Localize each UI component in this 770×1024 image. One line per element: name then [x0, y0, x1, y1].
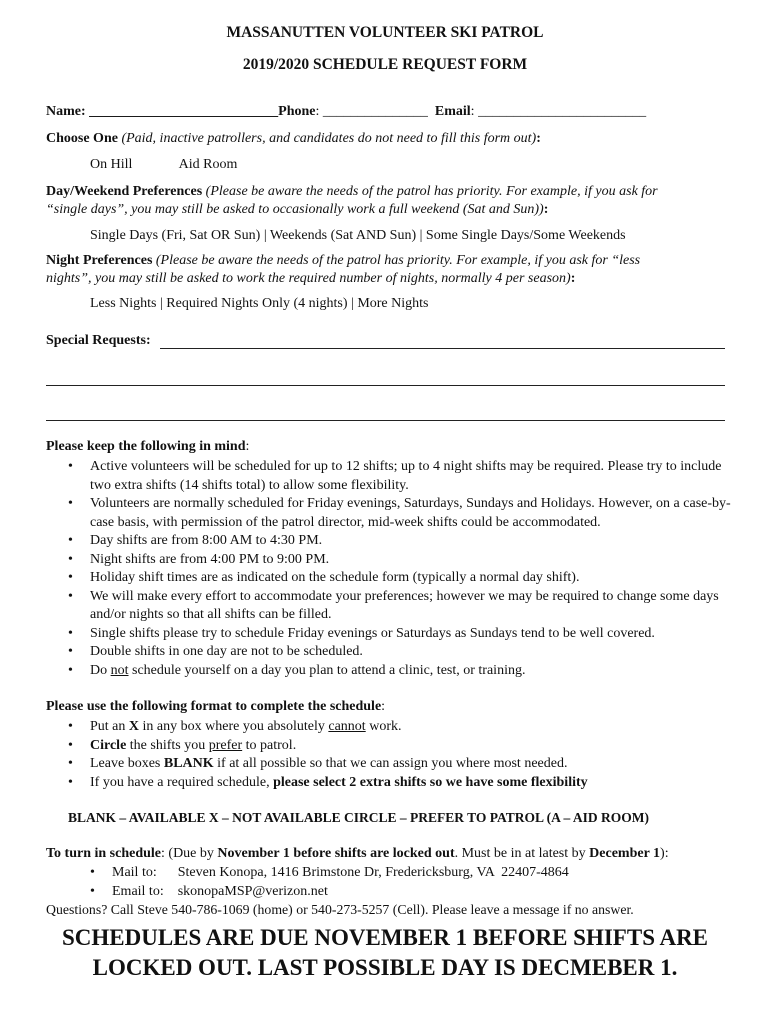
- special-requests-line-2[interactable]: [46, 385, 725, 386]
- choose-one-note: (Paid, inactive patrollers, and candidates do not need to fill this form out): [121, 131, 537, 146]
- day-weekend-note-1: (Please be aware the needs of the patrol has priority. For example, if you ask for: [205, 184, 658, 199]
- list-item: • We will make every effort to accommodate your preferences; however we may be required to change some days and/or nights so that all shifts can be filled.: [46, 588, 736, 625]
- day-weekend-label: Day/Weekend Preferences: [46, 184, 203, 199]
- deadline-line-2: LOCKED OUT. LAST POSSIBLE DAY IS DECMEBER 1.: [92, 955, 678, 980]
- keep-in-mind-list: [46, 458, 736, 680]
- format-list: [46, 718, 736, 792]
- item-text: Put an: [90, 719, 129, 734]
- format-heading: [46, 699, 385, 715]
- item-bold: BLANK: [163, 756, 214, 771]
- item-underlined: cannot: [328, 719, 366, 734]
- night-options[interactable]: Less Nights | Required Nights Only (4 nights) | More Nights: [90, 296, 429, 311]
- special-requests-line-1[interactable]: [160, 348, 725, 349]
- night-colon: :: [570, 271, 576, 286]
- option-aid-room[interactable]: Aid Room: [178, 157, 238, 172]
- choose-one-options: [90, 157, 237, 173]
- name-field[interactable]: ___________________________: [89, 104, 279, 119]
- email-to-item: • Email to: skonopaMSP@verizon.net: [68, 883, 728, 902]
- item-text: to patrol.: [242, 737, 297, 753]
- list-item: • Active volunteers will be scheduled for up to 12 shifts; up to 4 night shifts may be required. Please try to include two extra shifts (14 shifts total) to allow some flexibility.: [46, 458, 736, 495]
- turn-in-text: : (Due by: [161, 846, 218, 861]
- legend-line: BLANK – AVAILABLE X – NOT AVAILABLE CIRCLE – PREFER TO PATROL (A – AID ROOM): [68, 810, 650, 825]
- night-note-2: nights”, you may still be asked to work the required number of nights, normally 4 per season): [46, 271, 571, 286]
- item-text: if at all possible so that we can assign you where most needed.: [213, 756, 568, 771]
- night-line2: [46, 271, 575, 287]
- list-item: [46, 774, 736, 793]
- format-title: Please use the following format to complete the schedule: [46, 699, 382, 714]
- day-weekend-line2: [46, 202, 548, 218]
- list-item: [46, 755, 736, 774]
- item-text: the shifts you: [126, 737, 209, 753]
- keep-in-mind-heading: [46, 439, 249, 455]
- item-text: in any box where you absolutely: [139, 719, 329, 734]
- phone-colon: :: [315, 104, 320, 119]
- turn-in-text: . Must be in at latest by: [454, 846, 590, 861]
- mail-to-item: • Mail to: Steven Konopa, 1416 Brimstone Dr, Fredericksburg, VA 22407-4864: [68, 864, 728, 883]
- item-underlined: not: [110, 662, 129, 678]
- format-colon: :: [381, 699, 386, 714]
- night-note-1: (Please be aware the needs of the patrol has priority. For example, if you ask for “less: [155, 253, 641, 268]
- phone-field[interactable]: _______________: [322, 104, 428, 119]
- name-label: Name:: [46, 104, 86, 119]
- phone-label: Phone: [278, 104, 316, 119]
- day-weekend-options[interactable]: Single Days (Fri, Sat OR Sun) | Weekends (Sat AND Sun) | Some Single Days/Some Weekends: [90, 228, 626, 243]
- turn-in-text: ):: [660, 846, 669, 861]
- turn-in-list: [68, 864, 728, 901]
- item-text: work.: [365, 719, 402, 734]
- list-item: • Double shifts in one day are not to be scheduled.: [46, 643, 736, 662]
- list-item: [46, 718, 736, 737]
- night-line1: [46, 253, 640, 269]
- contact-line: [46, 104, 646, 120]
- item-bold: please select 2 extra shifts so we have some flexibility: [273, 774, 588, 790]
- item-text: If you have a required schedule,: [90, 774, 274, 790]
- choose-one-label: Choose One: [46, 131, 118, 146]
- choose-one-line: [46, 131, 541, 147]
- turn-in-bold: December 1: [589, 846, 661, 861]
- special-requests-line-3[interactable]: [46, 420, 725, 421]
- list-item: • Day shifts are from 8:00 AM to 4:30 PM.: [46, 532, 736, 551]
- day-weekend-note-2: “single days”, you may still be asked to occasionally work a full weekend (Sat and Sun)): [46, 202, 544, 217]
- day-weekend-line1: [46, 184, 658, 200]
- item-text: Leave boxes: [90, 756, 164, 771]
- list-item: • Single shifts please try to schedule Friday evenings or Saturdays as Sundays tend to be well covered.: [46, 625, 736, 644]
- item-text: Do: [90, 662, 111, 678]
- turn-in-line: [46, 846, 669, 862]
- item-bold: X: [128, 719, 140, 734]
- list-item: • Volunteers are normally scheduled for Friday evenings, Saturdays, Sundays and Holidays. However, on a case-by-case basis, with permission of the patrol director, mid-week shifts could be accommodated.: [46, 495, 736, 532]
- list-item: [46, 737, 736, 756]
- keep-in-mind-colon: :: [245, 439, 250, 454]
- turn-in-bold: November 1 before shifts are locked out: [217, 846, 455, 861]
- form-title: 2019/2020 SCHEDULE REQUEST FORM: [242, 56, 528, 73]
- email-field[interactable]: ________________________: [478, 104, 647, 119]
- special-requests-label: Special Requests:: [46, 333, 151, 348]
- list-item: [46, 662, 736, 681]
- item-bold: Circle: [90, 737, 127, 753]
- org-title: MASSANUTTEN VOLUNTEER SKI PATROL: [226, 24, 544, 41]
- list-item: • Night shifts are from 4:00 PM to 9:00 PM.: [46, 551, 736, 570]
- night-label: Night Preferences: [46, 253, 153, 268]
- day-weekend-colon: :: [543, 202, 549, 217]
- turn-in-label: To turn in schedule: [46, 846, 162, 861]
- email-colon: :: [470, 104, 475, 119]
- deadline-line-1: SCHEDULES ARE DUE NOVEMBER 1 BEFORE SHIFTS ARE: [61, 925, 709, 950]
- item-underlined: prefer: [208, 737, 243, 753]
- keep-in-mind-title: Please keep the following in mind: [46, 439, 246, 454]
- email-label: Email: [434, 104, 471, 119]
- item-text: schedule yourself on a day you plan to attend a clinic, test, or training.: [128, 662, 526, 678]
- choose-one-colon: :: [536, 131, 541, 146]
- option-on-hill[interactable]: On Hill: [90, 157, 133, 172]
- questions-line: Questions? Call Steve 540-786-1069 (home) or 540-273-5257 (Cell). Please leave a message if no answer.: [46, 902, 634, 917]
- list-item: • Holiday shift times are as indicated on the schedule form (typically a normal day shift).: [46, 569, 736, 588]
